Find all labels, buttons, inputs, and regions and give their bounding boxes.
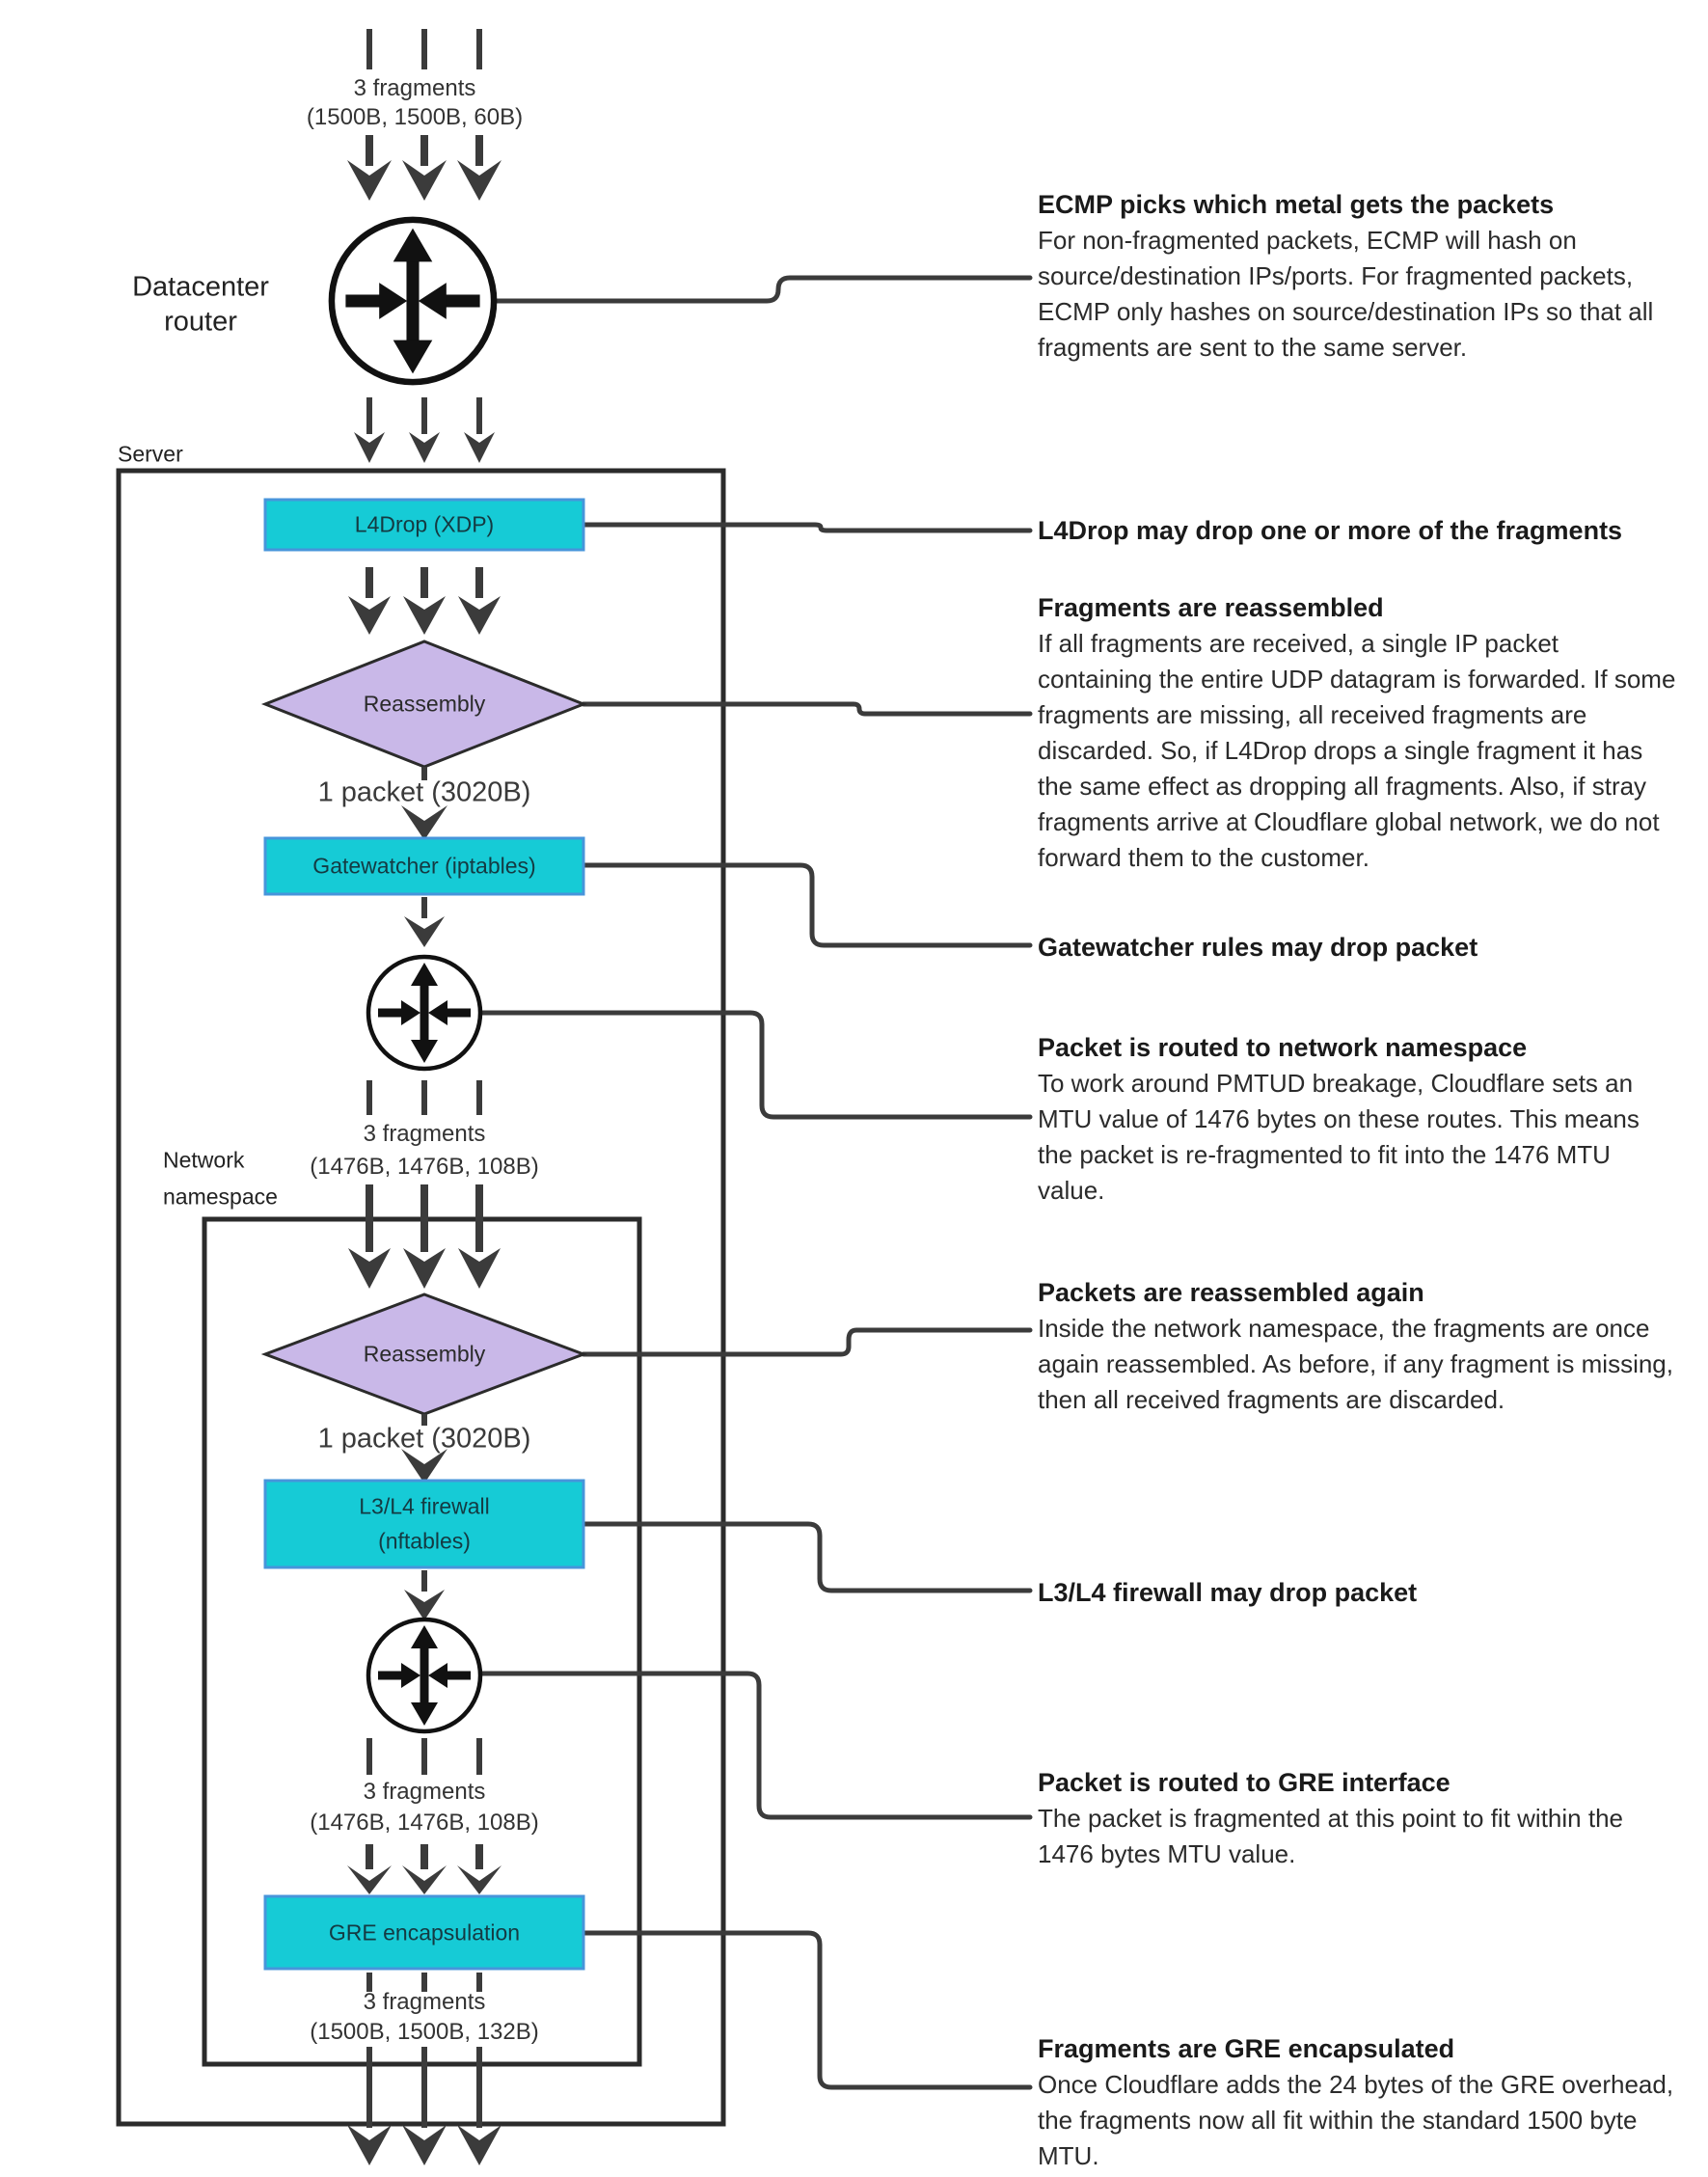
- router-icon: [368, 1619, 480, 1731]
- annotation-gre-encapsulated: [1038, 2031, 1676, 2174]
- fragment-dashes: [366, 1080, 482, 1115]
- annotation-ecmp: [1038, 187, 1676, 366]
- annotation-gatewatcher-drop: [1038, 930, 1676, 966]
- fragment-count-label: 3 fragments: [363, 1989, 486, 2015]
- server-box-label: Server: [118, 441, 183, 467]
- router-to-server-arrows: [354, 397, 495, 463]
- gatewatcher-node-label: Gatewatcher (iptables): [312, 853, 536, 879]
- annotation-reassembled-again: [1038, 1275, 1676, 1418]
- annotation-routed-netns: [1038, 1030, 1676, 1209]
- annotation-l3l4-drop: [1038, 1575, 1676, 1611]
- annotation-body: If all fragments are received, a single IP packet containing the entire UDP datagram is forwarded. If some fragments are missing, all received fragments are discarded. So, if L4Drop drops a single fragment it has the same effect as dropping all fragments. Also, if stray fragments arrive at Cloudflare global network, we do not forward them to the customer.: [1038, 629, 1676, 872]
- router-icon: [368, 957, 480, 1069]
- l4drop-to-reassembly-arrows: [348, 567, 501, 635]
- annotation-body: For non-fragmented packets, ECMP will hash on source/destination IPs/ports. For fragmented packets, ECMP only hashes on source/destination IPs so that all fragments are sent to the same server.: [1038, 226, 1654, 362]
- fragment-count-label: 3 fragments: [353, 75, 476, 101]
- fragment-dashes: [366, 1738, 482, 1775]
- fragment-count-label: 3 fragments: [363, 1121, 486, 1147]
- outgoing-fragments-arrows: [347, 2047, 502, 2165]
- annotation-title: L3/L4 firewall may drop packet: [1038, 1578, 1418, 1607]
- fragment-count-label: 3 fragments: [363, 1779, 486, 1805]
- gre-node-label: GRE encapsulation: [328, 1919, 521, 1946]
- reassembly-node-label: Reassembly: [363, 691, 486, 717]
- datacenter-router-label: router: [164, 306, 237, 338]
- annotation-title: Packets are reassembled again: [1038, 1278, 1424, 1307]
- l4drop-node-label: L4Drop (XDP): [354, 511, 495, 537]
- fragment-sizes-label: (1476B, 1476B, 108B): [310, 1810, 539, 1836]
- fragment-sizes-label: (1500B, 1500B, 60B): [306, 104, 524, 130]
- router-icon: [332, 220, 494, 382]
- into-gre-arrows: [347, 1844, 502, 1894]
- reassembly-node-label: Reassembly: [363, 1341, 486, 1367]
- network-namespace-label: namespace: [163, 1184, 278, 1210]
- into-namespace-arrows: [348, 1184, 501, 1289]
- annotation-l4drop-drop: [1038, 513, 1676, 549]
- annotation-title: ECMP picks which metal gets the packets: [1038, 190, 1555, 219]
- l3l4-firewall-node-label: (nftables): [378, 1528, 471, 1554]
- annotation-body: Once Cloudflare adds the 24 bytes of the GRE overhead, the fragments now all fit within the standard 1500 byte MTU.: [1038, 2070, 1674, 2170]
- annotation-routed-gre: [1038, 1765, 1676, 1872]
- datacenter-router-label: Datacenter: [132, 271, 269, 303]
- annotation-body: The packet is fragmented at this point to fit within the 1476 bytes MTU value.: [1038, 1804, 1623, 1868]
- fragment-sizes-label: (1500B, 1500B, 132B): [310, 2019, 539, 2045]
- annotation-title: Fragments are reassembled: [1038, 593, 1384, 622]
- annotation-body: To work around PMTUD breakage, Cloudflare sets an MTU value of 1476 bytes on these routes. This means the packet is re-fragmented to fit into the 1476 MTU value.: [1038, 1069, 1640, 1205]
- annotation-title: Packet is routed to GRE interface: [1038, 1768, 1450, 1797]
- l3l4-firewall-node-label: L3/L4 firewall: [359, 1493, 490, 1519]
- packet-size-label: 1 packet (3020B): [317, 1423, 531, 1455]
- fragment-sizes-label: (1476B, 1476B, 108B): [310, 1154, 539, 1180]
- annotation-title: Fragments are GRE encapsulated: [1038, 2034, 1455, 2063]
- annotation-title: Packet is routed to network namespace: [1038, 1033, 1528, 1062]
- annotation-body: Inside the network namespace, the fragments are once again reassembled. As before, if any fragment is missing, then all received fragments are discarded.: [1038, 1314, 1673, 1414]
- annotation-fragments-reassembled: [1038, 590, 1676, 876]
- annotation-title: Gatewatcher rules may drop packet: [1038, 933, 1478, 962]
- packet-size-label: 1 packet (3020B): [317, 776, 531, 808]
- annotation-title: L4Drop may drop one or more of the fragments: [1038, 516, 1623, 545]
- network-namespace-label: Network: [163, 1147, 245, 1173]
